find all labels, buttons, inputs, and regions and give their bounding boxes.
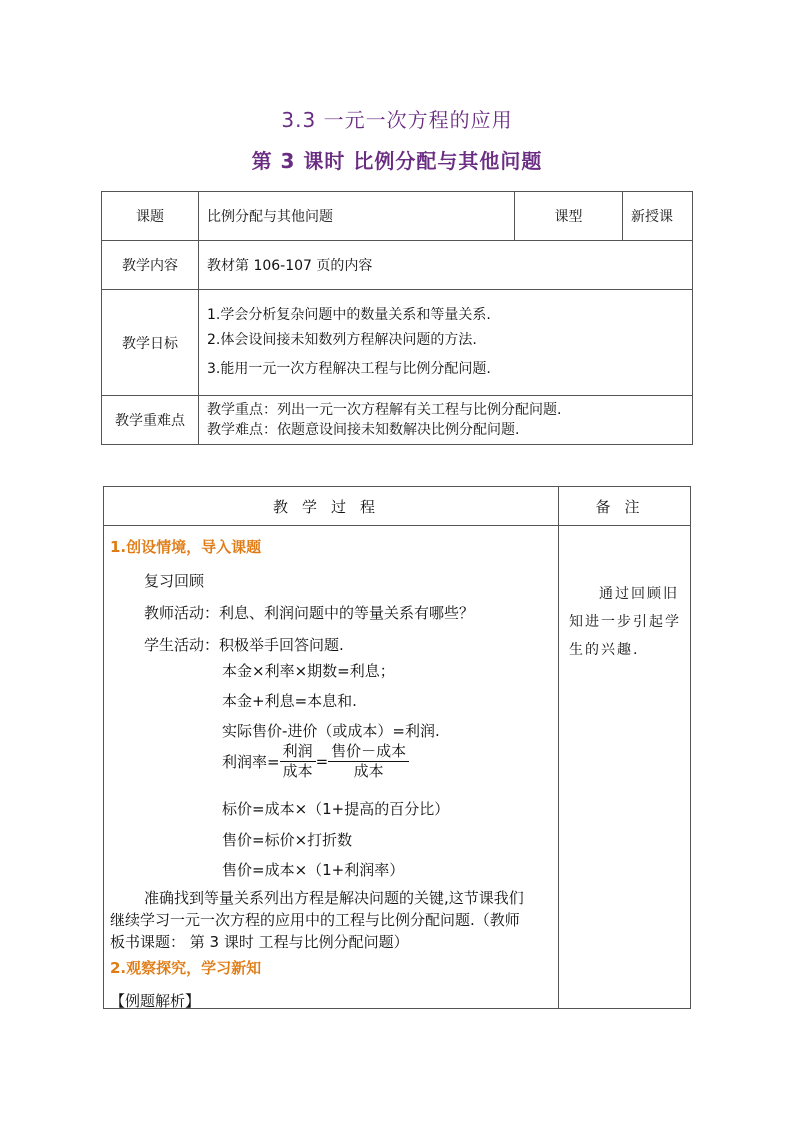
numerator: 售价－成本 [328, 742, 409, 762]
teacher-activity: 教师活动：利息、利润问题中的等量关系有哪些？ [144, 604, 475, 622]
note-header: 备注 [559, 487, 691, 526]
paragraph-line-3: 板书课题： 第 3 课时 工程与比例分配问题） [110, 933, 409, 951]
process-header: 教学过程 [104, 487, 559, 526]
key-point: 教学难点：依题意设间接未知数解决比例分配问题. [207, 422, 520, 438]
content-value: 教材第 106-107 页的内容 [199, 241, 693, 290]
process-body [104, 526, 559, 1009]
equals-sign: = [315, 752, 329, 771]
goal-item: 1.学会分析复杂问题中的数量关系和等量关系. [207, 307, 491, 323]
lesson-subtitle: 第 3 课时 比例分配与其他问题 [251, 149, 543, 173]
student-activity: 学生活动：积极举手回答问题. [144, 636, 344, 654]
goal-item: 3.能用一元一次方程解决工程与比例分配问题. [207, 361, 491, 377]
topic-label: 课题 [102, 192, 199, 241]
paragraph-line-2: 继续学习一元一次方程的应用中的工程与比例分配问题.（教师 [110, 911, 520, 929]
formula-total: 本金+利息=本息和. [222, 692, 357, 710]
note-line: 生的兴趣. [569, 642, 640, 658]
fraction-1 [280, 742, 316, 781]
formula-profit: 实际售价-进价（或成本）=利润. [222, 722, 440, 740]
goal-list [199, 290, 693, 396]
denominator: 成本 [353, 762, 384, 780]
formula-prefix: 利润率= [222, 753, 280, 771]
numerator: 利润 [280, 742, 316, 762]
note-body [559, 526, 691, 1009]
review-text: 复习回顾 [144, 572, 205, 590]
paragraph-line-1: 准确找到等量关系列出方程是解决问题的关键,这节课我们 [144, 889, 524, 907]
key-points [199, 396, 693, 445]
key-point: 教学重点：列出一元一次方程解有关工程与比例分配问题. [207, 402, 562, 418]
denominator: 成本 [282, 762, 313, 780]
formula-profit-rate [222, 742, 409, 781]
formula-interest: 本金×利率×期数=利息； [222, 662, 395, 680]
goal-item: 2.体会设间接未知数列方程解决问题的方法. [207, 332, 477, 348]
example-heading: 【例题解析】 [110, 992, 201, 1010]
content-label: 教学内容 [102, 241, 199, 290]
key-label: 教学重难点 [102, 396, 199, 445]
process-table [103, 486, 691, 1009]
fraction-2 [328, 742, 409, 781]
topic-value: 比例分配与其他问题 [199, 192, 515, 241]
goal-label: 教学日标 [102, 290, 199, 396]
note-line: 知进一步引起学 [569, 614, 681, 630]
type-value: 新授课 [623, 192, 693, 241]
info-table [101, 191, 693, 445]
type-label: 课型 [515, 192, 623, 241]
section-heading-1: 1.创设情境，导入课题 [110, 538, 262, 556]
note-line: 通过回顾旧 [599, 586, 679, 602]
lesson-title: 3.3 一元一次方程的应用 [281, 108, 513, 132]
formula-list-price: 标价=成本×（1+提高的百分比） [222, 800, 450, 818]
formula-sale-price: 售价=标价×打折数 [222, 831, 353, 849]
formula-sale-cost: 售价=成本×（1+利润率） [222, 861, 405, 879]
section-heading-2: 2.观察探究，学习新知 [110, 959, 262, 977]
